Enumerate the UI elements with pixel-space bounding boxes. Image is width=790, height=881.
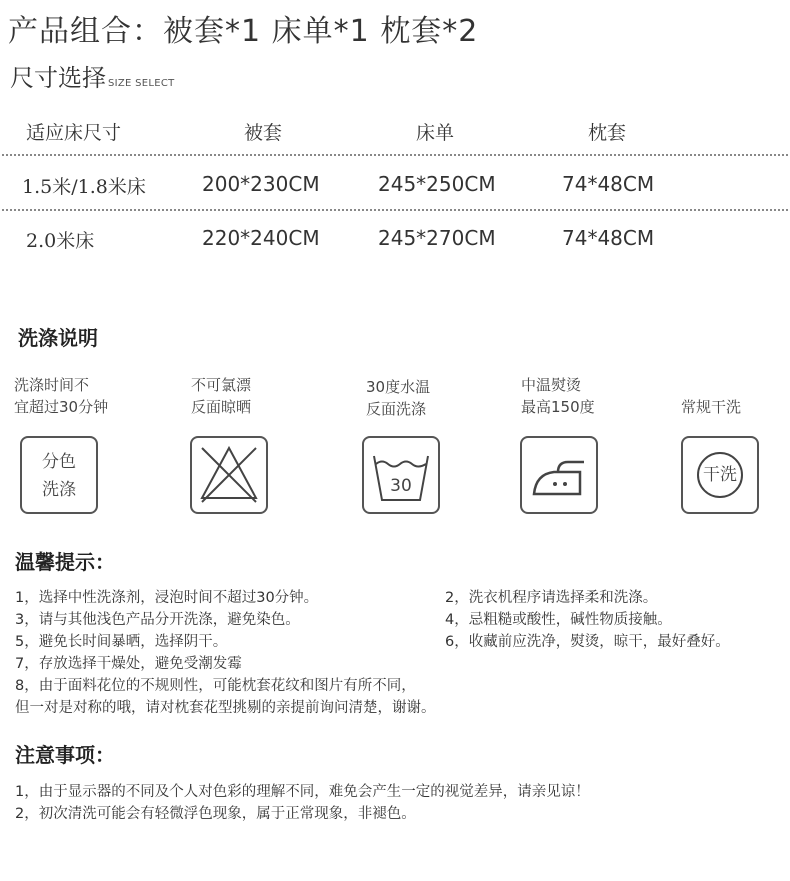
- wash-temperature-text: 30: [390, 476, 412, 496]
- tip-item: 7，存放选择干燥处，避免受潮发霉: [15, 656, 242, 672]
- wash-label-line: 洗涤时间不: [14, 376, 90, 394]
- no-bleach-icon: [190, 436, 268, 514]
- header-duvet-cover: 被套: [244, 122, 283, 144]
- row-bed-size: 2.0米床: [26, 230, 95, 252]
- wash-label-line: 30度水温: [366, 378, 431, 396]
- iron-medium-icon: [520, 436, 598, 514]
- note-item: 2，初次清洗可能会有轻微浮色现象，属于正常现象，非褪色。: [15, 806, 416, 822]
- wash-label-line: 常规干洗: [681, 398, 742, 416]
- row-bed-size: 1.5米/1.8米床: [22, 176, 146, 198]
- notes-title: 注意事项：: [15, 743, 115, 767]
- table-divider: [2, 154, 788, 156]
- tips-title: 温馨提示：: [15, 550, 115, 574]
- wash-label-5: [681, 396, 741, 418]
- size-table-header-row: [0, 108, 790, 148]
- size-select-title: 尺寸选择: [10, 64, 106, 92]
- dry-clean-icon: [681, 436, 759, 514]
- wash-30-icon: [362, 436, 440, 514]
- tip-item: 5，避免长时间暴晒，选择阴干。: [15, 634, 228, 650]
- row-bed-sheet: 245*270CM: [378, 226, 496, 250]
- wash-label-line: 反面晾晒: [191, 398, 252, 416]
- wash-label-line: 反面洗涤: [366, 400, 427, 418]
- wash-label-line: 宜超过30分钟: [14, 398, 109, 416]
- icon-text-line: 洗涤: [42, 480, 76, 500]
- separate-wash-text: [22, 448, 96, 504]
- row-bed-sheet: 245*250CM: [378, 172, 496, 196]
- wash-label-3: [366, 376, 430, 420]
- wash-instructions-title: 洗涤说明: [18, 326, 98, 350]
- wash-label-line: 中温熨烫: [521, 376, 582, 394]
- row-duvet-cover: 220*240CM: [202, 226, 320, 250]
- row-duvet-cover: 200*230CM: [202, 172, 320, 196]
- size-select-heading: [10, 58, 175, 93]
- tip-item: 3，请与其他浅色产品分开洗涤，避免染色。: [15, 612, 300, 628]
- dry-clean-text: 干洗: [703, 465, 737, 485]
- table-row: [0, 172, 790, 212]
- icon-text-line: 分色: [42, 452, 76, 472]
- tip-item: 6，收藏前应洗净，熨烫，晾干，最好叠好。: [445, 634, 730, 650]
- row-pillowcase: 74*48CM: [562, 172, 655, 196]
- header-bed-sheet: 床单: [416, 122, 455, 144]
- wash-label-1: [14, 374, 108, 418]
- tip-item: 1，选择中性洗涤剂，浸泡时间不超过30分钟。: [15, 590, 319, 606]
- wash-label-4: [521, 374, 595, 418]
- iron-graphic: [522, 438, 596, 512]
- product-combo-title: 产品组合：被套*1 床单*1 枕套*2: [8, 14, 479, 49]
- tip-item: 8，由于面料花位的不规则性，可能枕套花纹和图片有所不同，: [15, 678, 416, 694]
- header-pillowcase: 枕套: [588, 122, 627, 144]
- wash-label-2: [191, 374, 251, 418]
- table-row: [0, 226, 790, 266]
- note-item: 1，由于显示器的不同及个人对色彩的理解不同，难免会产生一定的视觉差异，请亲见谅！: [15, 784, 590, 800]
- size-select-subtitle: SIZE SELECT: [108, 78, 175, 89]
- header-bed-size: 适应床尺寸: [26, 122, 122, 144]
- wash-label-line: 最高150度: [521, 398, 595, 416]
- no-bleach-graphic: [192, 438, 266, 512]
- separate-wash-icon: [20, 436, 98, 514]
- wash-label-line: 不可氯漂: [191, 376, 252, 394]
- tip-item: 4，忌粗糙或酸性，碱性物质接触。: [445, 612, 672, 628]
- tip-item: 2，洗衣机程序请选择柔和洗涤。: [445, 590, 658, 606]
- tip-item: 但一对是对称的哦，请对枕套花型挑剔的亲提前询问清楚，谢谢。: [15, 700, 436, 716]
- table-divider: [2, 209, 788, 211]
- row-pillowcase: 74*48CM: [562, 226, 655, 250]
